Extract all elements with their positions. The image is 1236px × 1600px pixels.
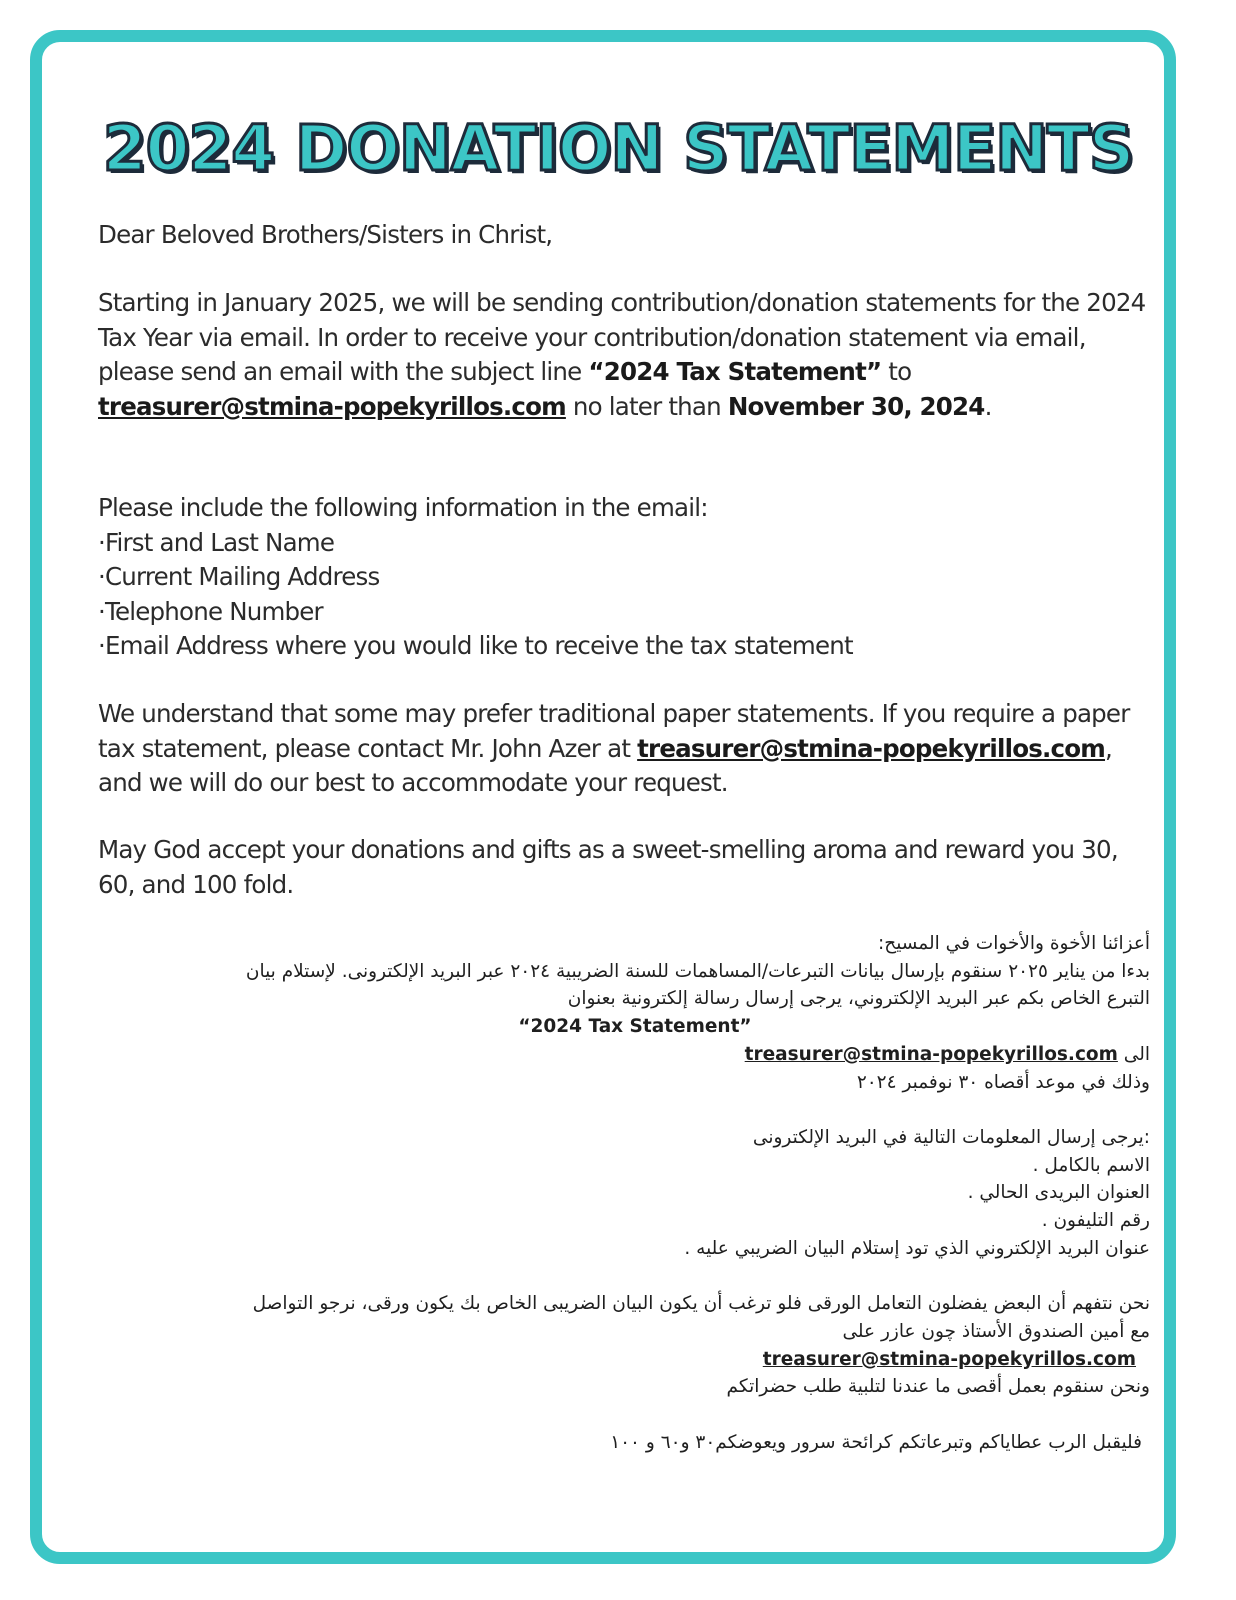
arabic-greeting: أعزائنا الأخوة والأخوات في المسيح: xyxy=(878,933,1150,954)
arabic-section: أعزائنا الأخوة والأخوات في المسيح: بدءا من يناير ٢٠٢٥ سنقوم بإرسال بيانات التبرعات/المساهمات للسنة الضريبية ٢٠٢٤ عبر البريد الإلكترونى. لإستلام بيان التبرع الخاص بكم عبر البريد الإلكتروني، يرجى إرسال رسالة إلكترونية بعنوان “2024 Tax Statement” الى treasurer@stmina-popekyrillos.com وذلك في موعد أقصاه ٣٠ نوفمبر ٢٠٢٤ :يرجى إرسال المعلومات التالية في البريد الإلكترونى الاسم بالكامل . العنوان البريدى الحالي . رقم التليفون . عنوان البريد الإلكتروني الذي تود إستلام البيان الضريبي عليه . نحن نتفهم أن البعض يفضلون التعامل الورقى فلو ترغب أن يكون البيان الضريبى الخاص بك يكون ورقى، نرجو التواصل مع أمين الصندوق الأستاذ چون عازر على treasurer@stmina-popekyrillos.com ونحن سنقوم بعمل أقصى ما عندنا لتلبية طلب حضراتكم فليقبل الرب عطاياكم وتبرعاتكم كرائحة سرور ويعوضكم٣٠ و٦٠ و ١٠٠ xyxy=(120,930,1150,1456)
english-paragraph-email-request: Starting in January 2025, we will be sending contribution/donation statements for the 2024 Tax Year via email. In order to receive your contribution/donation statement via email, please send an email with the subject line “2024 Tax Statement” to treasurer@stmina-popekyrillos.com no later than November 30, 2024. xyxy=(98,288,1146,421)
arabic-subject: “2024 Tax Statement” xyxy=(518,1016,752,1038)
page-title: 2024 DONATION STATEMENTS xyxy=(102,112,1134,185)
list-item: ·Current Mailing Address xyxy=(98,562,380,591)
treasurer-email-link[interactable]: treasurer@stmina-popekyrillos.com xyxy=(744,1043,1118,1065)
arabic-line: التبرع الخاص بكم عبر البريد الإلكتروني، يرجى إرسال رسالة إلكترونية بعنوان xyxy=(567,988,1150,1010)
arabic-line: بدءا من يناير ٢٠٢٥ سنقوم بإرسال بيانات التبرعات/المساهمات للسنة الضريبية ٢٠٢٤ عبر البريد الإلكترونى. لإستلام بيان xyxy=(245,960,1150,982)
arabic-list-item: الاسم بالكامل . xyxy=(1032,1154,1150,1176)
treasurer-email-link[interactable]: treasurer@stmina-popekyrillos.com xyxy=(637,733,1106,763)
list-intro: Please include the following information in the email: xyxy=(98,493,708,522)
english-paragraph-paper: We understand that some may prefer traditional paper statements. If you require a paper tax statement, please contact Mr. John Azer at treasurer@stmina-popekyrillos.com, and we will do our best to accommodate your request. xyxy=(98,699,1130,797)
arabic-line: نحن نتفهم أن البعض يفضلون التعامل الورقى فلو ترغب أن يكون البيان الضريبى الخاص بك يكون ورقى، نرجو التواصل xyxy=(252,1293,1150,1315)
list-item: ·Telephone Number xyxy=(98,596,323,626)
arabic-list-item: العنوان البريدى الحالي . xyxy=(967,1182,1150,1204)
english-info-list xyxy=(98,491,1158,664)
treasurer-email-link[interactable]: treasurer@stmina-popekyrillos.com xyxy=(98,391,566,421)
list-item: ·First and Last Name xyxy=(98,527,335,557)
arabic-list-item: عنوان البريد الإلكتروني الذي تود إستلام البيان الضريبي عليه . xyxy=(684,1237,1150,1259)
english-blessing: May God accept your donations and gifts as a sweet-smelling aroma and reward you 30, 60, and 100 fold. xyxy=(98,835,1118,899)
arabic-line: ونحن سنقوم بعمل أقصى ما عندنا لتلبية طلب حضراتكم xyxy=(726,1376,1150,1398)
arabic-list-item: رقم التليفون . xyxy=(1041,1210,1150,1232)
arabic-list-intro: :يرجى إرسال المعلومات التالية في البريد الإلكترونى xyxy=(752,1126,1150,1148)
subject-line: “2024 Tax Statement” xyxy=(588,357,882,386)
arabic-blessing: فليقبل الرب عطاياكم وتبرعاتكم كرائحة سرور ويعوضكم٣٠ و٦٠ و ١٠٠ xyxy=(610,1431,1142,1453)
arabic-line: مع أمين الصندوق الأستاذ چون عازر على xyxy=(842,1320,1150,1342)
deadline: November 30, 2024 xyxy=(727,391,985,421)
arabic-deadline: وذلك في موعد أقصاه ٣٠ نوفمبر ٢٠٢٤ xyxy=(856,1071,1150,1093)
english-greeting: Dear Beloved Brothers/Sisters in Christ, xyxy=(98,220,553,249)
treasurer-email-link[interactable]: treasurer@stmina-popekyrillos.com xyxy=(762,1348,1136,1370)
list-item: ·Email Address where you would like to receive the tax statement xyxy=(98,631,853,660)
